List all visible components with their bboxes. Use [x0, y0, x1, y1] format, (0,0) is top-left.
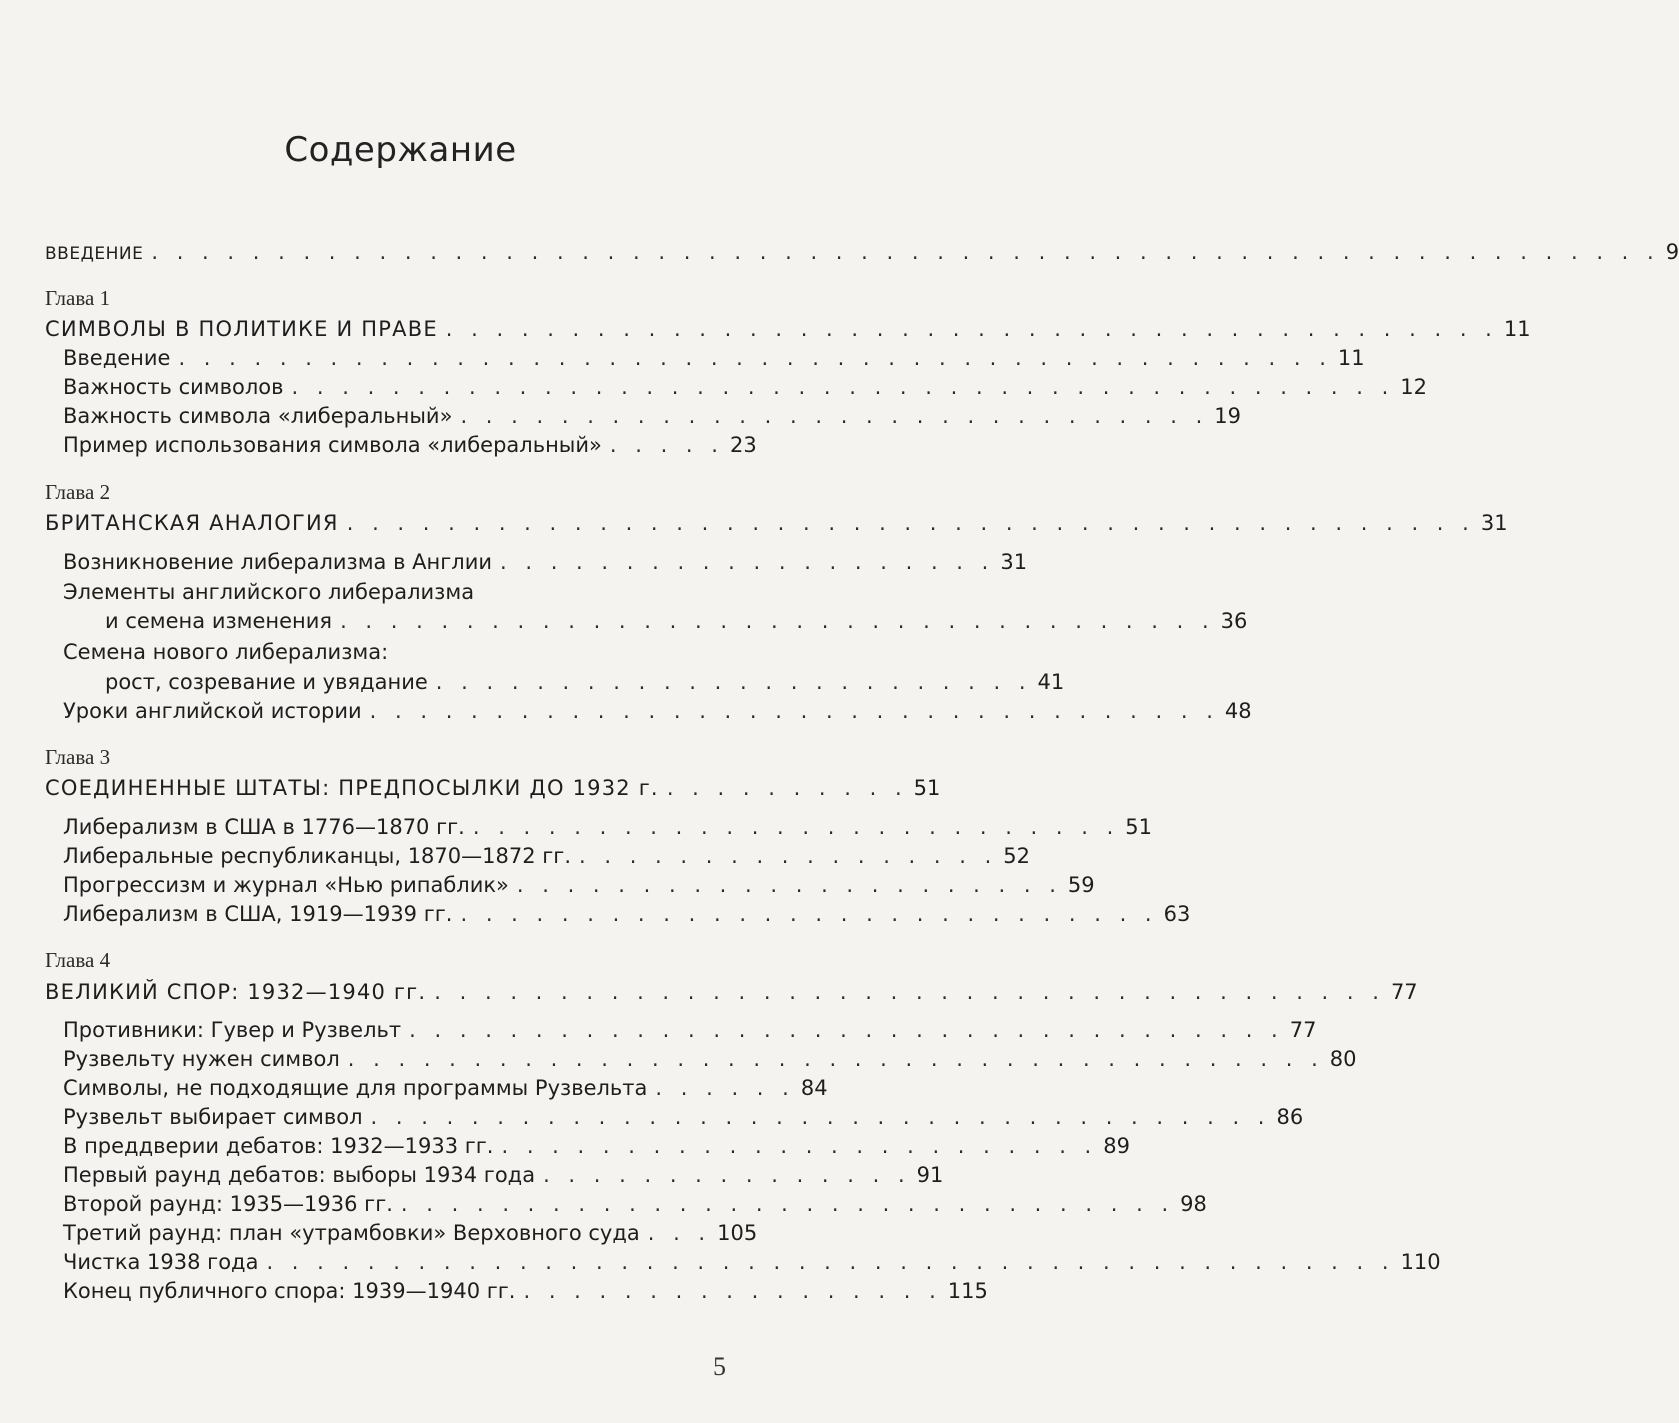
toc-entry-page: 12 — [1400, 375, 1428, 399]
toc-entry[interactable] — [63, 900, 1191, 928]
toc-entry-label: Прогрессизм и журнал «Нью рипаблик» — [63, 873, 509, 897]
toc-entry[interactable] — [63, 1277, 988, 1305]
toc-entry-page: 59 — [1067, 873, 1095, 897]
toc-entry-label: Второй раунд: 1935—1936 гг. — [63, 1192, 393, 1216]
leader-dots: . . . — [647, 1221, 712, 1245]
leader-dots: . . . . . . . . . . . . . . . . . . . . . . . . . . . . . . . . . . . . . . . — [347, 1047, 1324, 1071]
toc-entry[interactable] — [63, 1219, 758, 1247]
toc-entry[interactable] — [63, 697, 1252, 725]
toc-entry[interactable] — [63, 548, 1028, 576]
toc-heading-label: СОЕДИНЕННЫЕ ШТАТЫ: ПРЕДПОСЫЛКИ ДО 1932 г. — [45, 776, 659, 800]
toc-entry[interactable] — [63, 373, 1428, 401]
toc-entry[interactable] — [105, 607, 1248, 635]
toc-entry-page: 11 — [1337, 346, 1365, 370]
toc-entry-first-line: Семена нового либерализма: — [63, 640, 389, 664]
toc-entry-label: Рузвельт выбирает символ — [63, 1105, 363, 1129]
chapter-label: Глава 2 — [45, 480, 111, 504]
toc-entry[interactable] — [63, 842, 1031, 870]
leader-dots: . . . . . . — [655, 1076, 795, 1100]
toc-entry[interactable] — [105, 668, 1065, 696]
toc-entry[interactable] — [63, 1016, 1317, 1044]
leader-dots: . . . . . . . . . . . . . . . . . . . . . . . . — [501, 1134, 1098, 1158]
leader-dots: . . . . . . . . . . . . . . . . . . . . . . . . — [435, 670, 1032, 694]
toc-entry-label: Символы, не подходящие для программы Рузвельта — [63, 1076, 648, 1100]
leader-dots: . . . . . . . . . . . . . . . . . . . . . . . . . . . . . . . . . . . . . . . . . . . . . . . . . . . . . . . . . . . . — [151, 240, 1660, 264]
toc-entry-page: 31 — [1480, 511, 1508, 535]
toc-entry-label: Конец публичного спора: 1939—1940 гг. — [63, 1279, 516, 1303]
toc-entry-label: В преддверии дебатов: 1932—1933 гг. — [63, 1134, 494, 1158]
toc-entry[interactable] — [63, 344, 1365, 372]
toc-entry-page: 84 — [800, 1076, 828, 1100]
chapter-label: Глава 3 — [45, 745, 111, 769]
leader-dots: . . . . . . . . . . . . . . . . . . . . . . . . . . . . . . — [460, 404, 1209, 428]
leader-dots: . . . . . . . . . . — [666, 776, 908, 800]
leader-dots: . . . . . . . . . . . . . . . . . — [523, 1279, 942, 1303]
leader-dots: . . . . . . . . . . . . . . . . . . . . . . . . . . . . . . . . . . . . . . . . . . — [445, 317, 1498, 341]
toc-chapter-heading[interactable] — [45, 774, 941, 802]
page-number: 5 — [713, 1352, 726, 1381]
toc-chapter-heading[interactable] — [45, 978, 1418, 1006]
toc-entry-label: ВВЕДЕНИЕ — [45, 244, 144, 264]
toc-entry[interactable] — [63, 813, 1153, 841]
toc-entry-page: 105 — [717, 1221, 758, 1245]
toc-entry[interactable] — [63, 1190, 1207, 1218]
toc-entry-page: 51 — [913, 776, 941, 800]
toc-entry-label: и семена изменения — [105, 609, 333, 633]
toc-entry-page: 9 — [1665, 240, 1679, 264]
leader-dots: . . . . . . . . . . . . . . . . . . . . . . — [516, 873, 1062, 897]
toc-entry[interactable] — [63, 1161, 944, 1189]
toc-entry-page: 86 — [1276, 1105, 1304, 1129]
toc-chapter-heading[interactable] — [45, 509, 1508, 537]
leader-dots: . . . . . . . . . . . . . . . . . . . . . . . . . . . . . . . . . . . . . . . . . . . . . — [266, 1250, 1395, 1274]
toc-entry-introduction[interactable] — [45, 238, 1679, 268]
toc-entry-page: 51 — [1125, 815, 1153, 839]
toc-entry[interactable] — [63, 871, 1095, 899]
toc-entry-page: 115 — [947, 1279, 988, 1303]
toc-entry-page: 80 — [1329, 1047, 1357, 1071]
toc-entry-page: 89 — [1103, 1134, 1130, 1158]
leader-dots: . . . . . . . . . . . . . . . . . . . . . . . . . . — [472, 815, 1120, 839]
toc-entry-page: 91 — [916, 1163, 944, 1187]
toc-entry-page: 41 — [1037, 670, 1065, 694]
toc-entry-page: 52 — [1003, 844, 1031, 868]
toc-entry-page: 77 — [1289, 1018, 1317, 1042]
toc-entry-label: Либеральные республиканцы, 1870—1872 гг. — [63, 844, 571, 868]
toc-entry-page: 98 — [1180, 1192, 1207, 1216]
toc-heading-label: СИМВОЛЫ В ПОЛИТИКЕ И ПРАВЕ — [45, 317, 438, 341]
toc-entry-label: Пример использования символа «либеральный» — [63, 433, 602, 457]
toc-entry-label: Либерализм в США в 1776—1870 гг. — [63, 815, 465, 839]
toc-chapter-heading[interactable] — [45, 315, 1531, 343]
toc-entry-label: Противники: Гувер и Рузвельт — [63, 1018, 402, 1042]
toc-entry[interactable] — [63, 1074, 828, 1102]
leader-dots: . . . . . . . . . . . . . . . . . . . . . . . . . . . . . . . . . . . . — [370, 1105, 1271, 1129]
toc-entry-page: 23 — [729, 433, 757, 457]
toc-entry-label: Рузвельту нужен символ — [63, 1047, 340, 1071]
toc-entry-label: Чистка 1938 года — [63, 1250, 259, 1274]
leader-dots: . . . . . . . . . . . . . . . . . . . . . . . . . . . . . . . — [400, 1192, 1175, 1216]
leader-dots: . . . . . . . . . . . . . . . . . . . . . . . . . . . . . . . . . . — [369, 699, 1219, 723]
leader-dots: . . . . . . . . . . . . . . . . . . . . . . . . . . . . . . . . . . . . . . . . . . . . . — [346, 511, 1475, 535]
toc-entry-label: Введение — [63, 346, 171, 370]
toc-entry-page: 77 — [1390, 980, 1418, 1004]
leader-dots: . . . . . . . . . . . . . . . . . . . . . . . . . . . . . . . . . . . — [409, 1018, 1284, 1042]
leader-dots: . . . . . . . . . . . . . . . . . . . . — [500, 550, 995, 574]
toc-entry-label: рост, созревание и увядание — [105, 670, 428, 694]
toc-entry[interactable] — [63, 1132, 1130, 1160]
toc-entry-page: 110 — [1400, 1250, 1441, 1274]
page-title: Содержание — [284, 130, 517, 170]
toc-entry-page: 36 — [1220, 609, 1248, 633]
leader-dots: . . . . . — [609, 433, 724, 457]
leader-dots: . . . . . . . . . . . . . . . — [543, 1163, 911, 1187]
toc-entry-label: Важность символов — [63, 375, 284, 399]
leader-dots: . . . . . . . . . . . . . . . . . . . . . . . . . . . . . . . . . . . . . . . . . . . . . . — [178, 346, 1332, 370]
toc-entry-label: Важность символа «либеральный» — [63, 404, 453, 428]
toc-entry[interactable] — [63, 431, 757, 459]
toc-entry[interactable] — [63, 1045, 1357, 1073]
toc-entry-page: 19 — [1214, 404, 1242, 428]
toc-entry-page: 11 — [1503, 317, 1531, 341]
leader-dots: . . . . . . . . . . . . . . . . . . . . . . . . . . . . . . . . . . . — [340, 609, 1215, 633]
toc-entry-label: Уроки английской истории — [63, 699, 362, 723]
toc-entry[interactable] — [63, 1248, 1441, 1276]
toc-entry[interactable] — [63, 402, 1242, 430]
toc-entry-label: Возникновение либерализма в Англии — [63, 550, 492, 574]
toc-heading-label: БРИТАНСКАЯ АНАЛОГИЯ — [45, 511, 339, 535]
toc-entry-label: Третий раунд: план «утрамбовки» Верховного суда — [63, 1221, 640, 1245]
leader-dots: . . . . . . . . . . . . . . . . . — [579, 844, 998, 868]
toc-heading-label: ВЕЛИКИЙ СПОР: 1932—1940 гг. — [45, 980, 427, 1004]
toc-entry-page: 31 — [1000, 550, 1028, 574]
leader-dots: . . . . . . . . . . . . . . . . . . . . . . . . . . . . . . . . . . . . . . — [434, 980, 1385, 1004]
toc-entry-page: 63 — [1163, 902, 1191, 926]
toc-entry-first-line: Элементы английского либерализма — [63, 580, 475, 604]
toc-entry-page: 48 — [1224, 699, 1252, 723]
chapter-label: Глава 1 — [45, 286, 111, 310]
leader-dots: . . . . . . . . . . . . . . . . . . . . . . . . . . . . — [460, 902, 1158, 926]
leader-dots: . . . . . . . . . . . . . . . . . . . . . . . . . . . . . . . . . . . . . . . . . . . . — [291, 375, 1395, 399]
toc-entry-label: Либерализм в США, 1919—1939 гг. — [63, 902, 453, 926]
chapter-label: Глава 4 — [45, 948, 111, 972]
toc-entry-label: Первый раунд дебатов: выборы 1934 года — [63, 1163, 536, 1187]
toc-entry[interactable] — [63, 1103, 1304, 1131]
